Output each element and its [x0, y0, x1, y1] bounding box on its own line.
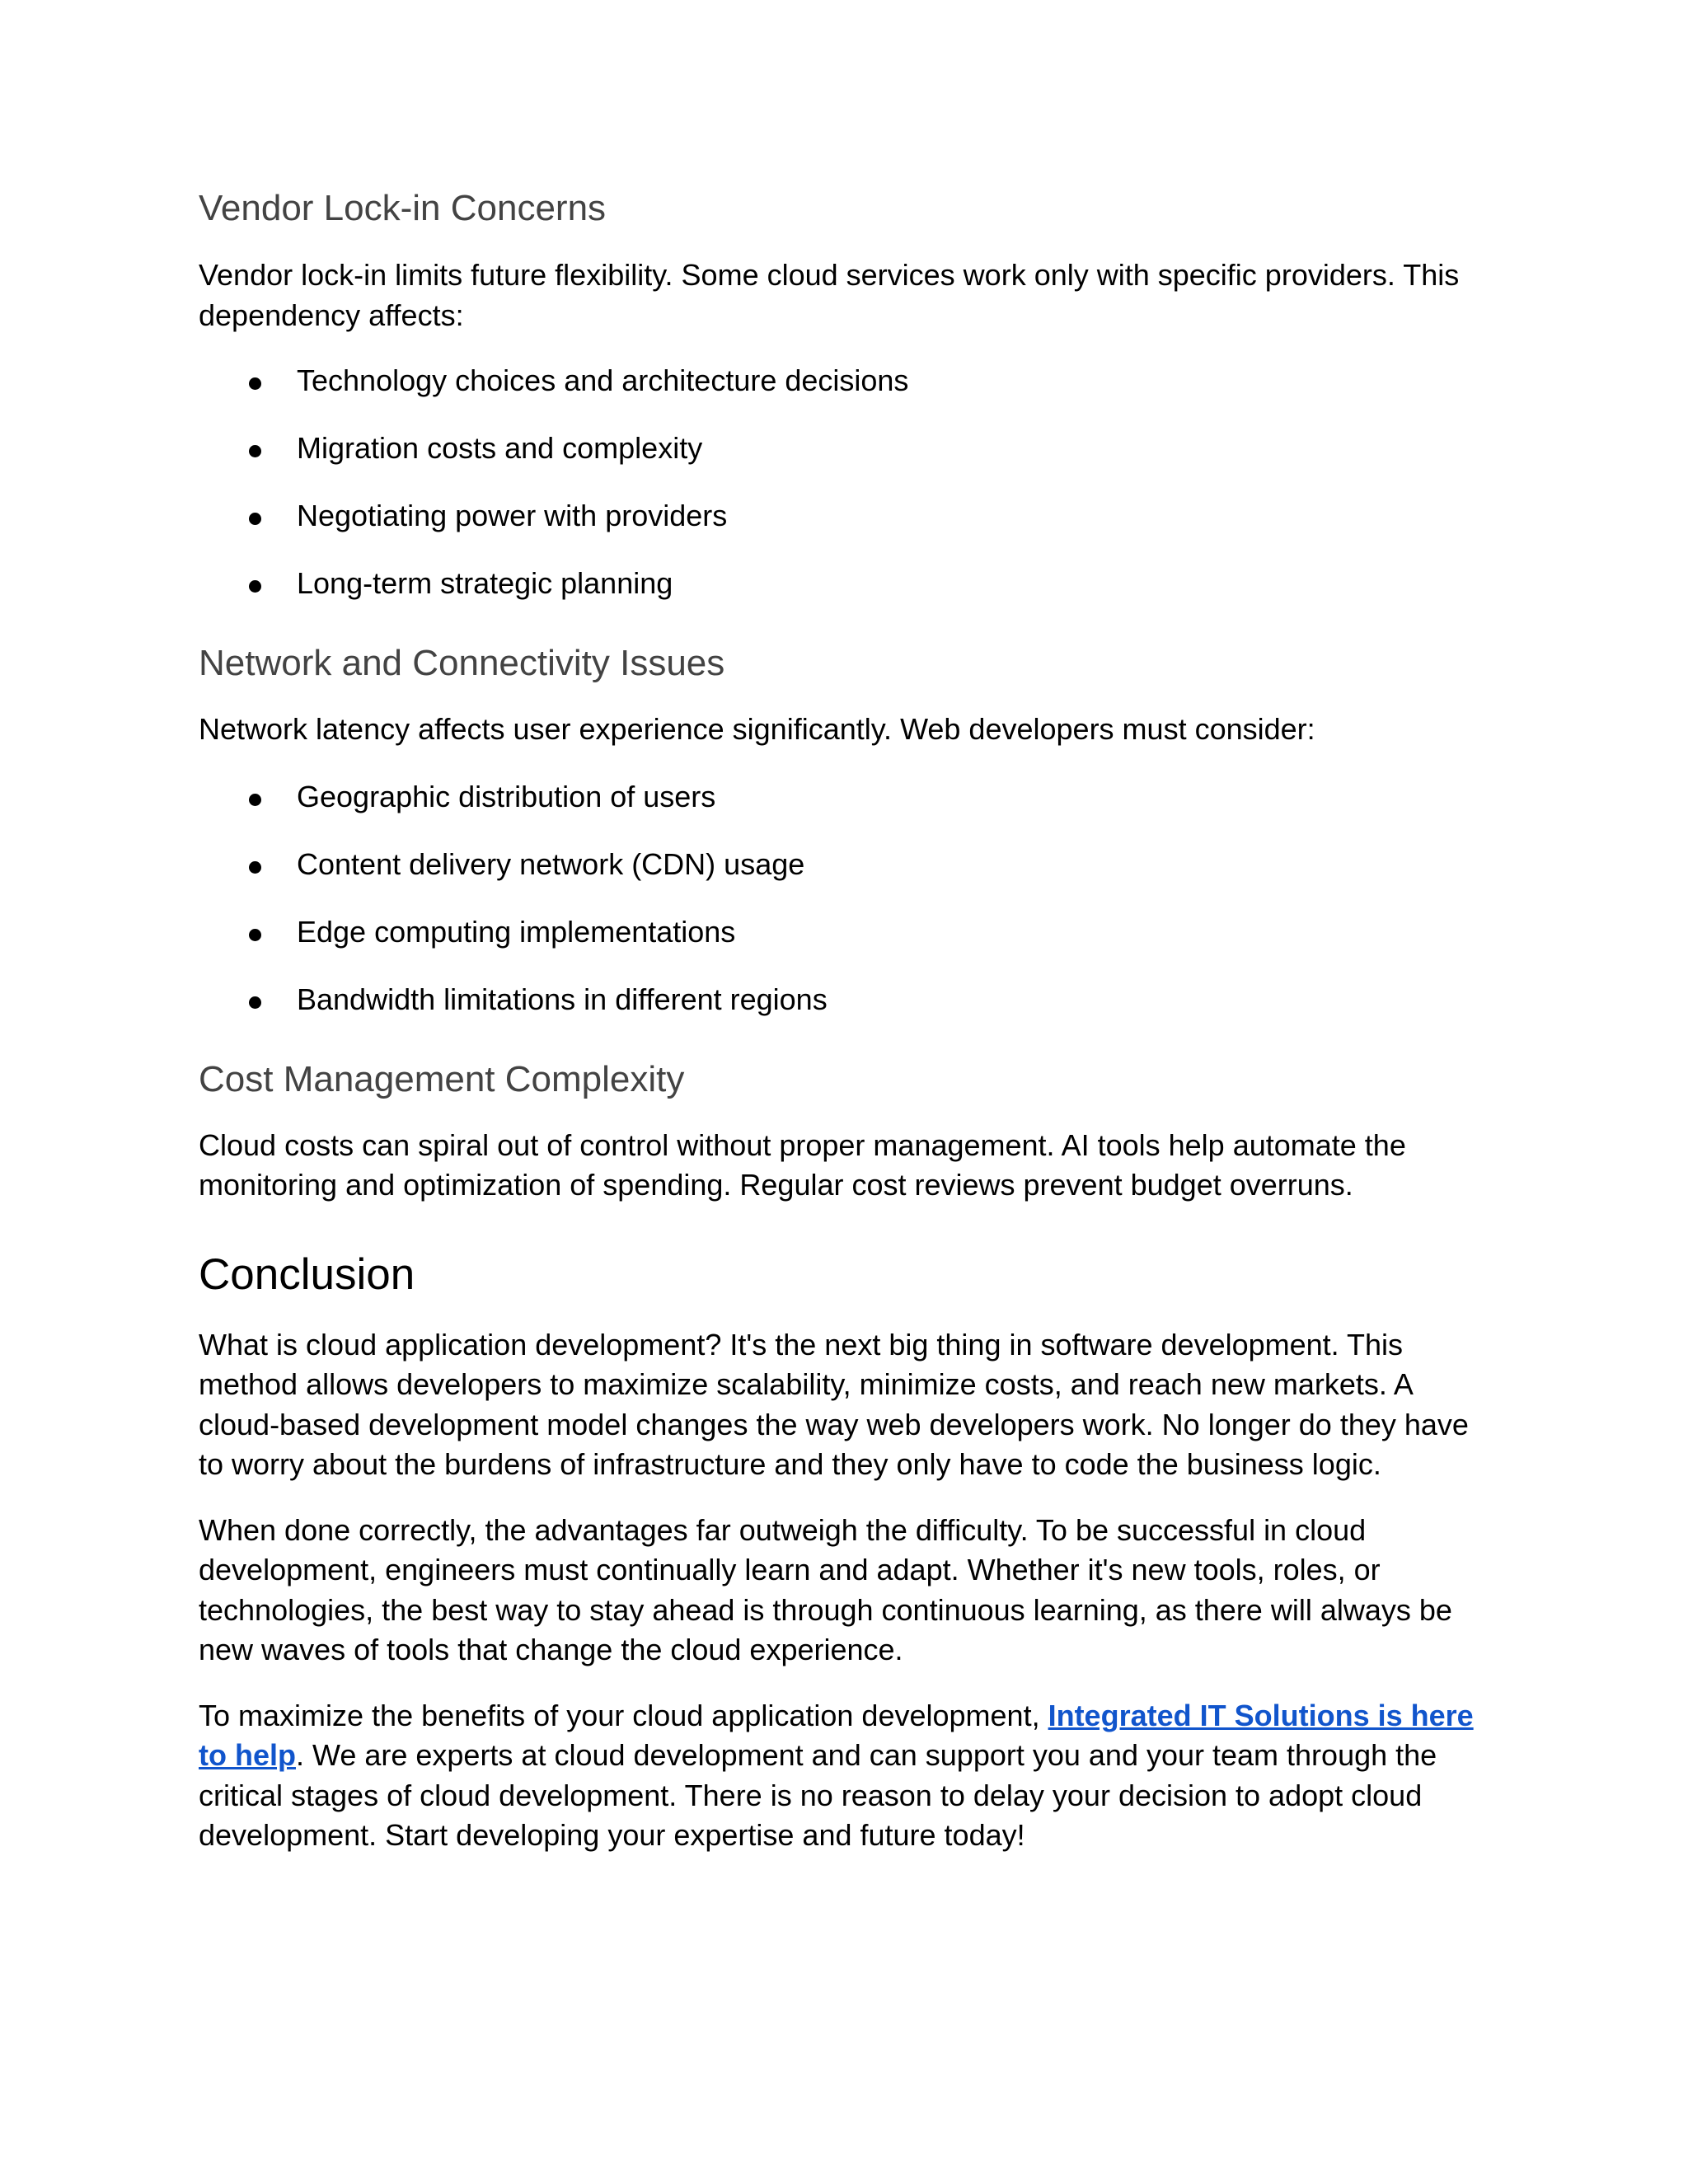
list-item: Long-term strategic planning — [199, 564, 1493, 603]
heading-network-connectivity: Network and Connectivity Issues — [199, 643, 725, 683]
bullet-icon — [249, 445, 261, 457]
list-item: Geographic distribution of users — [199, 777, 1493, 817]
heading-conclusion: Conclusion — [199, 1249, 415, 1299]
vendor-bullet-list — [199, 361, 1493, 603]
heading-vendor-lock-in: Vendor Lock-in Concerns — [199, 188, 607, 228]
vendor-intro-paragraph: Vendor lock-in limits future flexibility. Some cloud services work only with specific providers. This dependency affects: — [199, 258, 1460, 332]
bullet-icon — [249, 794, 261, 806]
bullet-icon — [249, 377, 261, 390]
network-intro-paragraph: Network latency affects user experience significantly. Web developers must consider: — [199, 712, 1315, 746]
list-item: Migration costs and complexity — [199, 429, 1493, 468]
list-item: Bandwidth limitations in different regions — [199, 980, 1493, 1019]
bullet-icon — [249, 996, 261, 1009]
document-page — [199, 185, 1493, 1856]
bullet-icon — [249, 929, 261, 941]
list-item: Technology choices and architecture decisions — [199, 361, 1493, 401]
bullet-icon — [249, 861, 261, 874]
bullet-icon — [249, 513, 261, 525]
list-item: Content delivery network (CDN) usage — [199, 845, 1493, 884]
bullet-icon — [249, 580, 261, 593]
cost-paragraph: Cloud costs can spiral out of control without proper management. AI tools help automate the monitoring and optimization of spending. Regular cost reviews prevent budget overruns. — [199, 1127, 1406, 1202]
conclusion-paragraph-2: When done correctly, the advantages far outweigh the difficulty. To be successful in cloud development, engineers must continually learn and adapt. Whether it's new tools, roles, or technologies, the best way to stay ahead is through continuous learning, as there will always be new waves of tools that change the cloud experience. — [199, 1512, 1452, 1666]
network-bullet-list — [199, 777, 1493, 1019]
integrated-it-solutions-link[interactable]: Integrated IT Solutions is here to help — [199, 1698, 1474, 1772]
heading-cost-management: Cost Management Complexity — [199, 1058, 685, 1099]
conclusion-paragraph-1: What is cloud application development? It's the next big thing in software development. This method allows developers to maximize scalability, minimize costs, and reach new markets. A cloud-based development model changes the way web developers work. No longer do they have to worry about the burdens of infrastructure and they only have to code the business logic. — [199, 1327, 1469, 1481]
list-item: Negotiating power with providers — [199, 496, 1493, 536]
list-item: Edge computing implementations — [199, 912, 1493, 952]
conclusion-paragraph-3: To maximize the benefits of your cloud application development, Integrated IT Solutions is here to help. We are experts at cloud development and can support you and your team through the critical stages of cloud development. There is no reason to delay your decision to adopt cloud development. Start developing your expertise and future today! — [199, 1698, 1474, 1852]
